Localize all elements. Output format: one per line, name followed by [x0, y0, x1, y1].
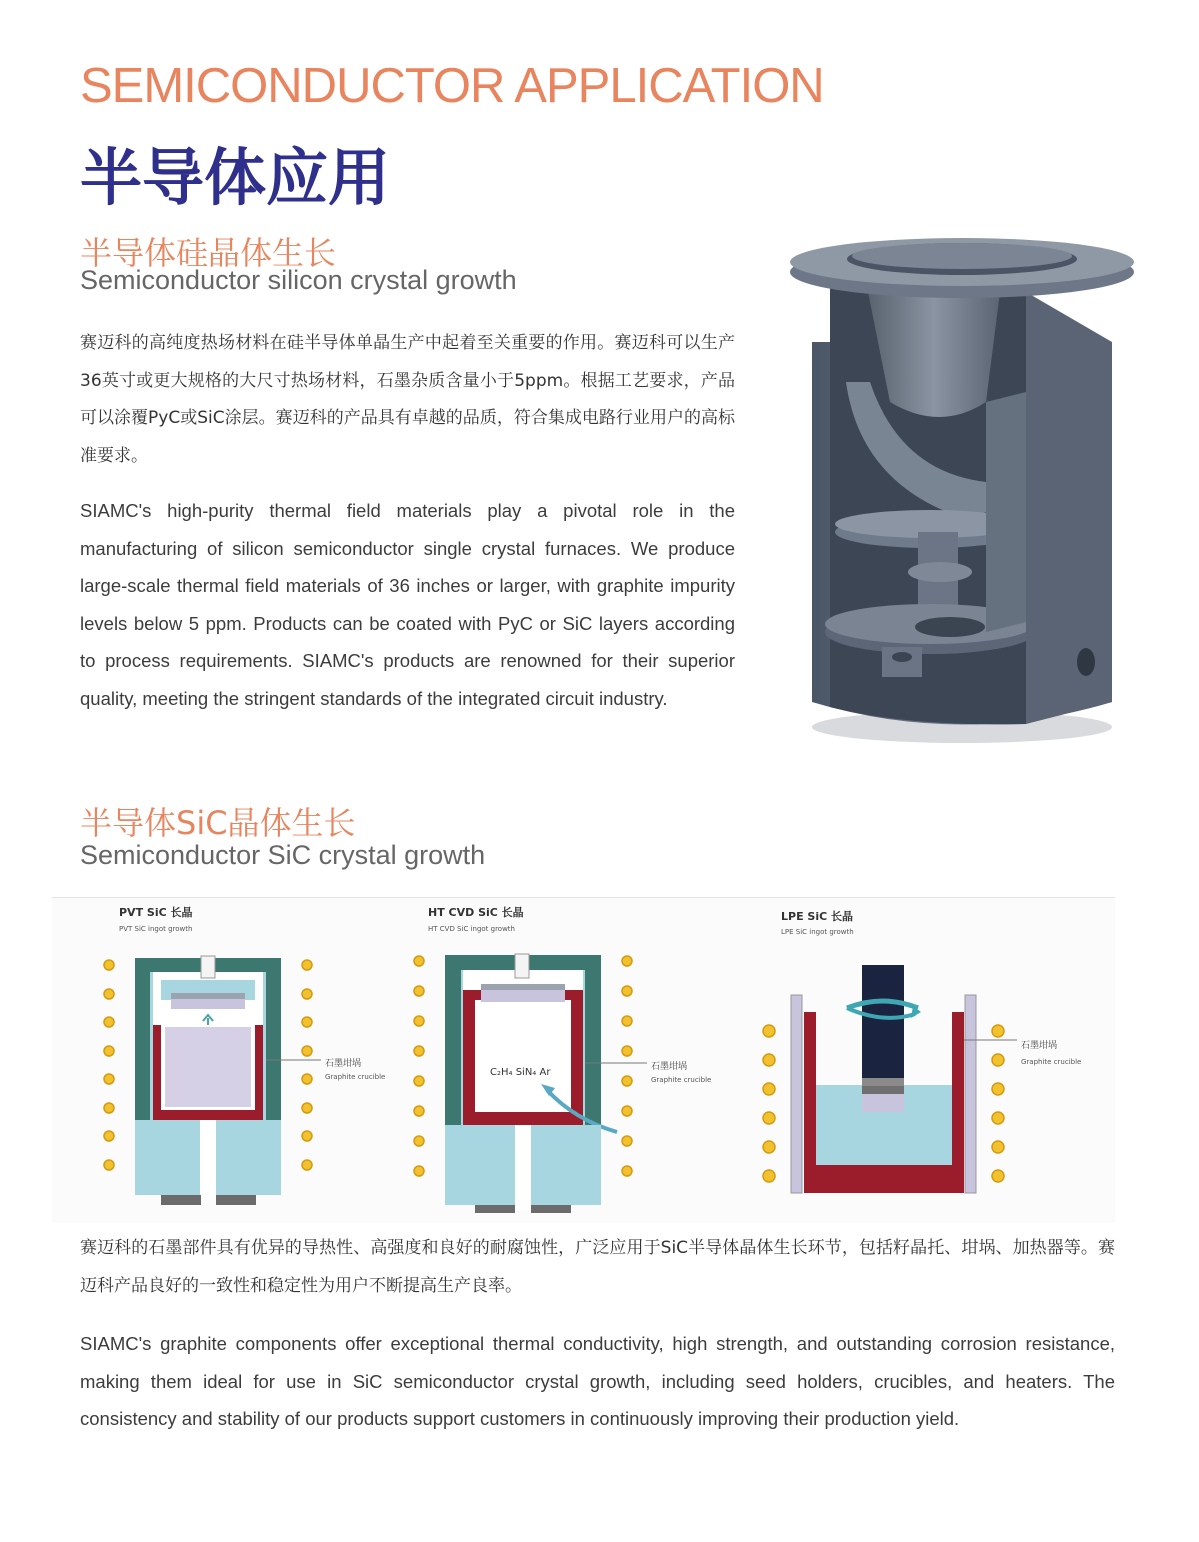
section-silicon-paragraph-en: SIAMC's high-purity thermal field materials play a pivotal role in the manufacturing of silicon semiconductor single crystal furnaces. We produce large-scale thermal field materials of 36 inches or larger, with graphite impurity levels below 5 ppm. Products can be coated with PyC or SiC layers according to process requirements. SIAMC's products are renowned for their superior quality, meeting the stringent standards of the integrated circuit industry.: [80, 500, 735, 709]
lpe-heater-coils-right: [992, 1025, 1004, 1182]
pvt-title: PVT SiC 长晶: [119, 906, 193, 919]
lpe-subtitle: LPE SiC ingot growth: [781, 928, 854, 936]
htcvd-label-en: Graphite crucible: [651, 1076, 712, 1084]
pvt-heater-coils-right: [302, 960, 312, 1170]
section-sic-title-zh: 半导体SiC晶体生长: [80, 804, 356, 842]
pvt-label-en: Graphite crucible: [325, 1073, 386, 1081]
lpe-title: LPE SiC 长晶: [781, 910, 854, 923]
htcvd-heater-coils-right: [622, 956, 632, 1176]
htcvd-heater-coils-left: [414, 956, 424, 1176]
lpe-label-en: Graphite crucible: [1021, 1058, 1082, 1066]
lpe-diagram: [755, 900, 1110, 1205]
htcvd-title: HT CVD SiC 长晶: [428, 906, 524, 919]
htcvd-gas-label: C₂H₄ SiN₄ Ar: [490, 1067, 551, 1078]
section-silicon-title-en: Semiconductor silicon crystal growth: [80, 265, 517, 295]
lpe-seed-rod: [862, 965, 904, 1080]
section-sic-paragraph-en: SIAMC's graphite components offer exceptional thermal conductivity, high strength, and outstanding corrosion resistance, making them ideal for use in SiC semiconductor crystal growth, including seed holders, crucibles, and heaters. The consistency and stability of our products support customers in continuously improving their production yield.: [80, 1333, 1115, 1429]
lpe-heater-coils-left: [763, 1025, 775, 1182]
pvt-heater-coils-left: [104, 960, 114, 1170]
pvt-powder: [165, 1027, 251, 1107]
thermal-field-product-image: [790, 232, 1140, 747]
page-title-zh: 半导体应用: [80, 141, 391, 214]
pvt-diagram: [95, 900, 405, 1215]
section-sic-paragraph-zh: 赛迈科的石墨部件具有优异的导热性、高强度和良好的耐腐蚀性，广泛应用于SiC半导体晶体生长环节，包括籽晶托、坩埚、加热器等。赛迈科产品良好的一致性和稳定性为用户不断提高生产良率。: [80, 1238, 1115, 1296]
htcvd-diagram: [405, 900, 745, 1215]
section-sic-title-en: Semiconductor SiC crystal growth: [80, 840, 486, 870]
htcvd-subtitle: HT CVD SiC ingot growth: [428, 925, 515, 933]
htcvd-label-zh: 石墨坩埚: [651, 1062, 688, 1072]
page-title-en: SEMICONDUCTOR APPLICATION: [80, 59, 824, 113]
pvt-subtitle: PVT SiC ingot growth: [119, 925, 193, 933]
section-silicon-paragraph-zh: 赛迈科的高纯度热场材料在硅半导体单晶生产中起着至关重要的作用。赛迈科可以生产36英寸或更大规格的大尺寸热场材料，石墨杂质含量小于5ppm。根据工艺要求，产品可以涂覆PyC或SiC涂层。赛迈科的产品具有卓越的品质，符合集成电路行业用户的高标准要求。: [80, 333, 735, 466]
pvt-label-zh: 石墨坩埚: [325, 1059, 362, 1069]
section-silicon-title-zh: 半导体硅晶体生长: [80, 234, 337, 272]
lpe-label-zh: 石墨坩埚: [1021, 1041, 1058, 1051]
